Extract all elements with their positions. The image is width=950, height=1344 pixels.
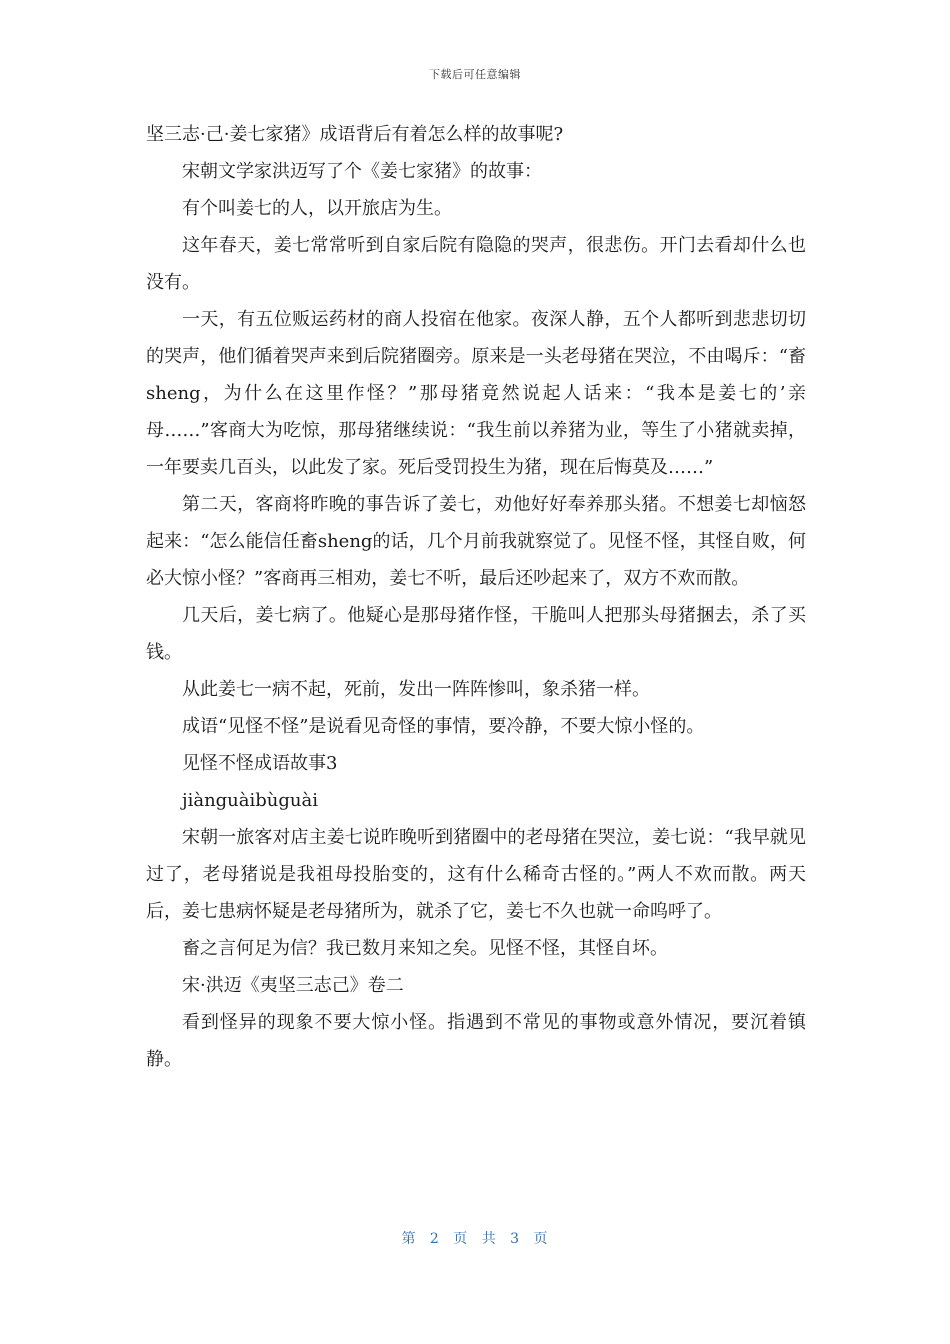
paragraph: 几天后，姜七病了。他疑心是那母猪作怪，干脆叫人把那头母猪捆去，杀了买钱。 <box>146 605 806 663</box>
paragraph: 看到怪异的现象不要大惊小怪。指遇到不常见的事物或意外情况，要沉着镇静。 <box>146 1012 806 1070</box>
paragraph: 这年春天，姜七常常听到自家后院有隐隐的哭声，很悲伤。开门去看却什么也没有。 <box>146 235 806 293</box>
page-header: 下载后可任意编辑 <box>429 68 521 81</box>
page-number-footer: 第 2 页 共 3 页 <box>401 1231 549 1247</box>
quotation: 畜之言何足为信？我已数月来知之矣。见怪不怪，其怪自坏。 <box>182 938 668 959</box>
document-body <box>146 116 806 1078</box>
paragraph: 坚三志·己·姜七家猪》成语背后有着怎么样的故事呢? <box>146 124 564 145</box>
pinyin-line: jiànguàibùguài <box>182 790 318 811</box>
paragraph: 从此姜七一病不起，死前，发出一阵阵惨叫，象杀猪一样。 <box>182 679 650 700</box>
paragraph: 宋朝文学家洪迈写了个《姜七家猪》的故事： <box>182 161 542 182</box>
section-heading: 见怪不怪成语故事3 <box>182 753 338 774</box>
source-citation: 宋·洪迈《夷坚三志己》卷二 <box>182 975 404 996</box>
paragraph: 一天，有五位贩运药材的商人投宿在他家。夜深人静，五个人都听到悲悲切切的哭声，他们循着哭声来到后院猪圈旁。原来是一头老母猪在哭泣，不由喝斥：“畜sheng，为什么在这里作怪？”那母猪竟然说起人话来：“我本是姜七的’亲母……”客商大为吃惊，那母猪继续说：“我生前以养猪为业，等生了小猪就卖掉，一年要卖几百头，以此发了家。死后受罚投生为猪，现在后悔莫及……” <box>146 309 806 478</box>
paragraph: 有个叫姜七的人，以开旅店为生。 <box>182 198 452 219</box>
paragraph: 成语“见怪不怪”是说看见奇怪的事情，要冷静，不要大惊小怪的。 <box>182 716 705 737</box>
paragraph: 第二天，客商将昨晚的事告诉了姜七，劝他好好奉养那头猪。不想姜七却恼怒起来：“怎么能信任畜sheng的话，几个月前我就察觉了。见怪不怪，其怪自败，何必大惊小怪？”客商再三相劝，姜七不听，最后还吵起来了，双方不欢而散。 <box>146 494 806 589</box>
paragraph: 宋朝一旅客对店主姜七说昨晚听到猪圈中的老母猪在哭泣，姜七说：“我早就见过了，老母猪说是我祖母投胎变的，这有什么稀奇古怪的。”两人不欢而散。两天后，姜七患病怀疑是老母猪所为，就杀了它，姜七不久也就一命呜呼了。 <box>146 827 806 922</box>
